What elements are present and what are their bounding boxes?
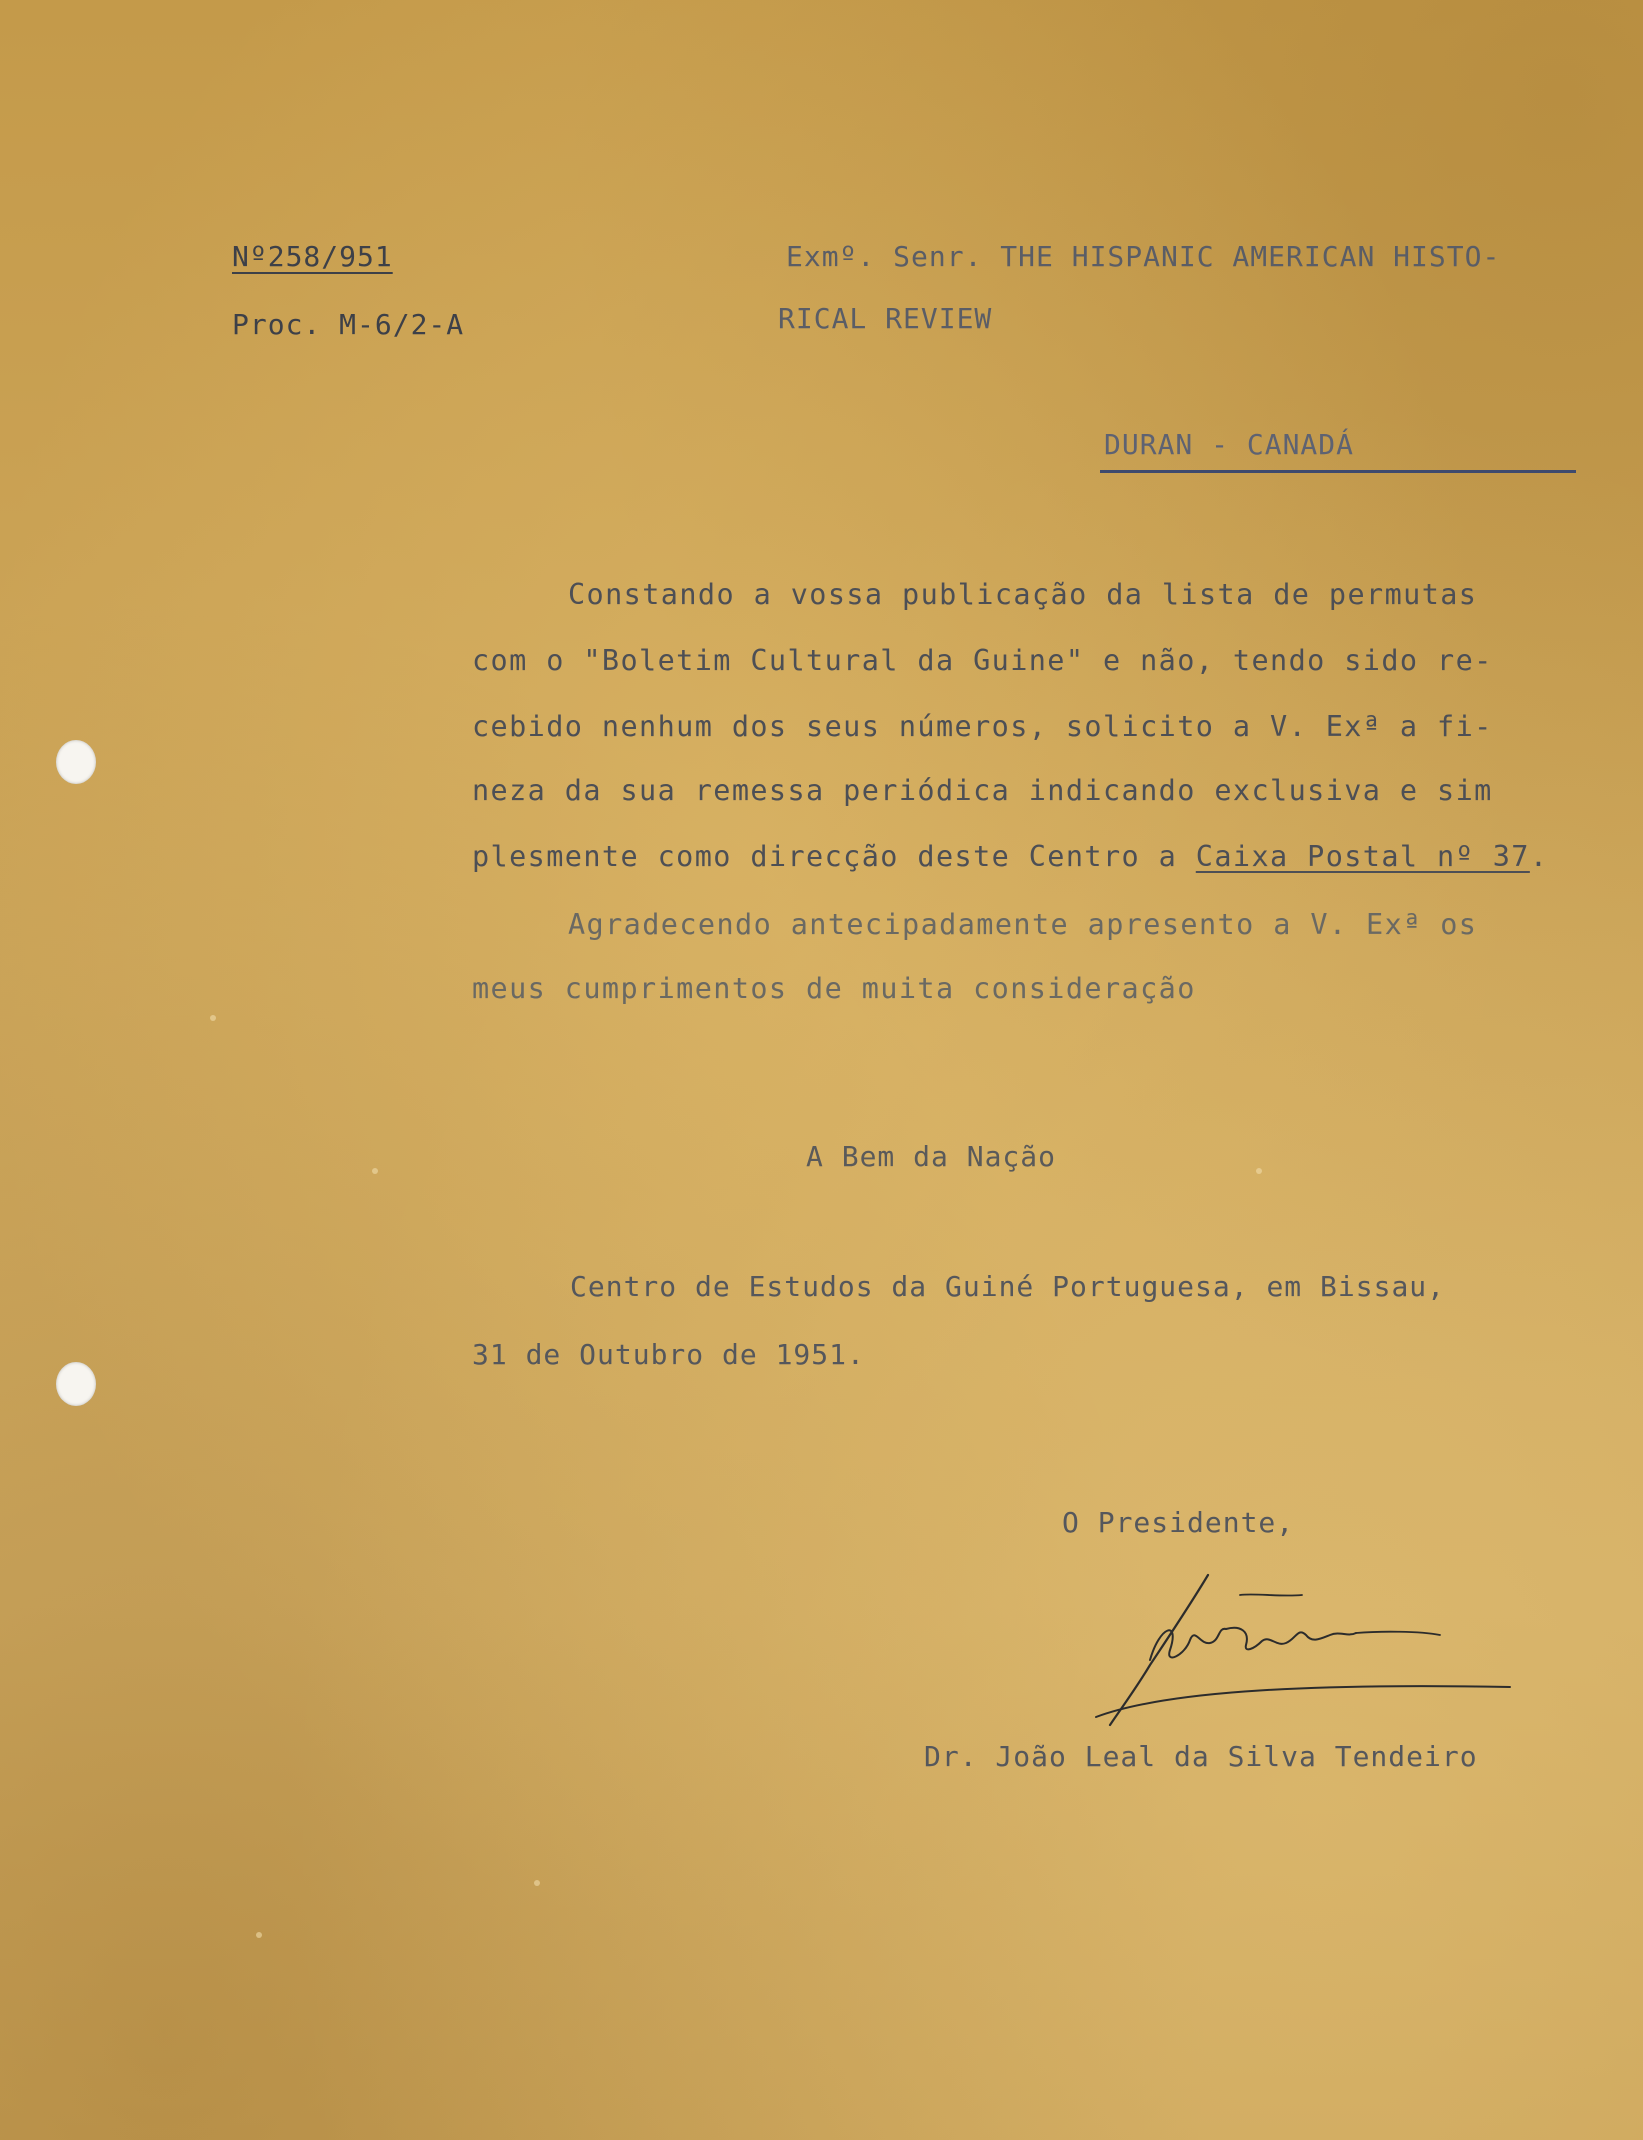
body-line-5-start: plesmente como direcção deste Centro a (472, 840, 1196, 873)
paper-speck (534, 1880, 540, 1886)
place-line: Centro de Estudos da Guiné Portuguesa, em Bissau, (570, 1270, 1446, 1303)
paper-speck (210, 1015, 216, 1021)
destination-underline (1100, 470, 1576, 473)
body-line-5-end: . (1529, 840, 1549, 873)
body-line-4: neza da sua remessa periódica indicando exclusiva e sim (472, 774, 1493, 807)
postal-box-address: Caixa Postal nº 37 (1195, 840, 1530, 873)
paper-speck (256, 1932, 262, 1938)
destination: DURAN - CANADÁ (1104, 428, 1355, 461)
paper-speck (372, 1168, 378, 1174)
process-reference: Proc. M-6/2-A (232, 308, 465, 341)
punch-hole (56, 740, 96, 784)
body-line-5 (472, 840, 1548, 873)
body-line-7: meus cumprimentos de muita consideração (472, 972, 1196, 1005)
body-line-1: Constando a vossa publicação da lista de permutas (568, 578, 1478, 611)
body-line-3: cebido nenhum dos seus números, solicito a V. Exª a fi- (472, 710, 1493, 743)
body-line-6: Agradecendo antecipadamente apresento a V. Exª os (568, 908, 1478, 941)
closing-salutation: A Bem da Nação (806, 1140, 1057, 1173)
body-line-2: com o "Boletim Cultural da Guine" e não, tendo sido re- (472, 644, 1493, 677)
handwritten-signature-icon (1040, 1565, 1520, 1735)
reference-number: Nº258/951 (232, 240, 393, 273)
paper-speck (1256, 1168, 1262, 1174)
signoff: O Presidente, (1062, 1506, 1295, 1539)
signatory-name: Dr. João Leal da Silva Tendeiro (924, 1740, 1478, 1773)
punch-hole (56, 1362, 96, 1406)
addressee-line-2: RICAL REVIEW (778, 302, 993, 335)
addressee-line-1: Exmº. Senr. THE HISPANIC AMERICAN HISTO- (786, 240, 1501, 273)
date-line: 31 de Outubro de 1951. (472, 1338, 865, 1371)
